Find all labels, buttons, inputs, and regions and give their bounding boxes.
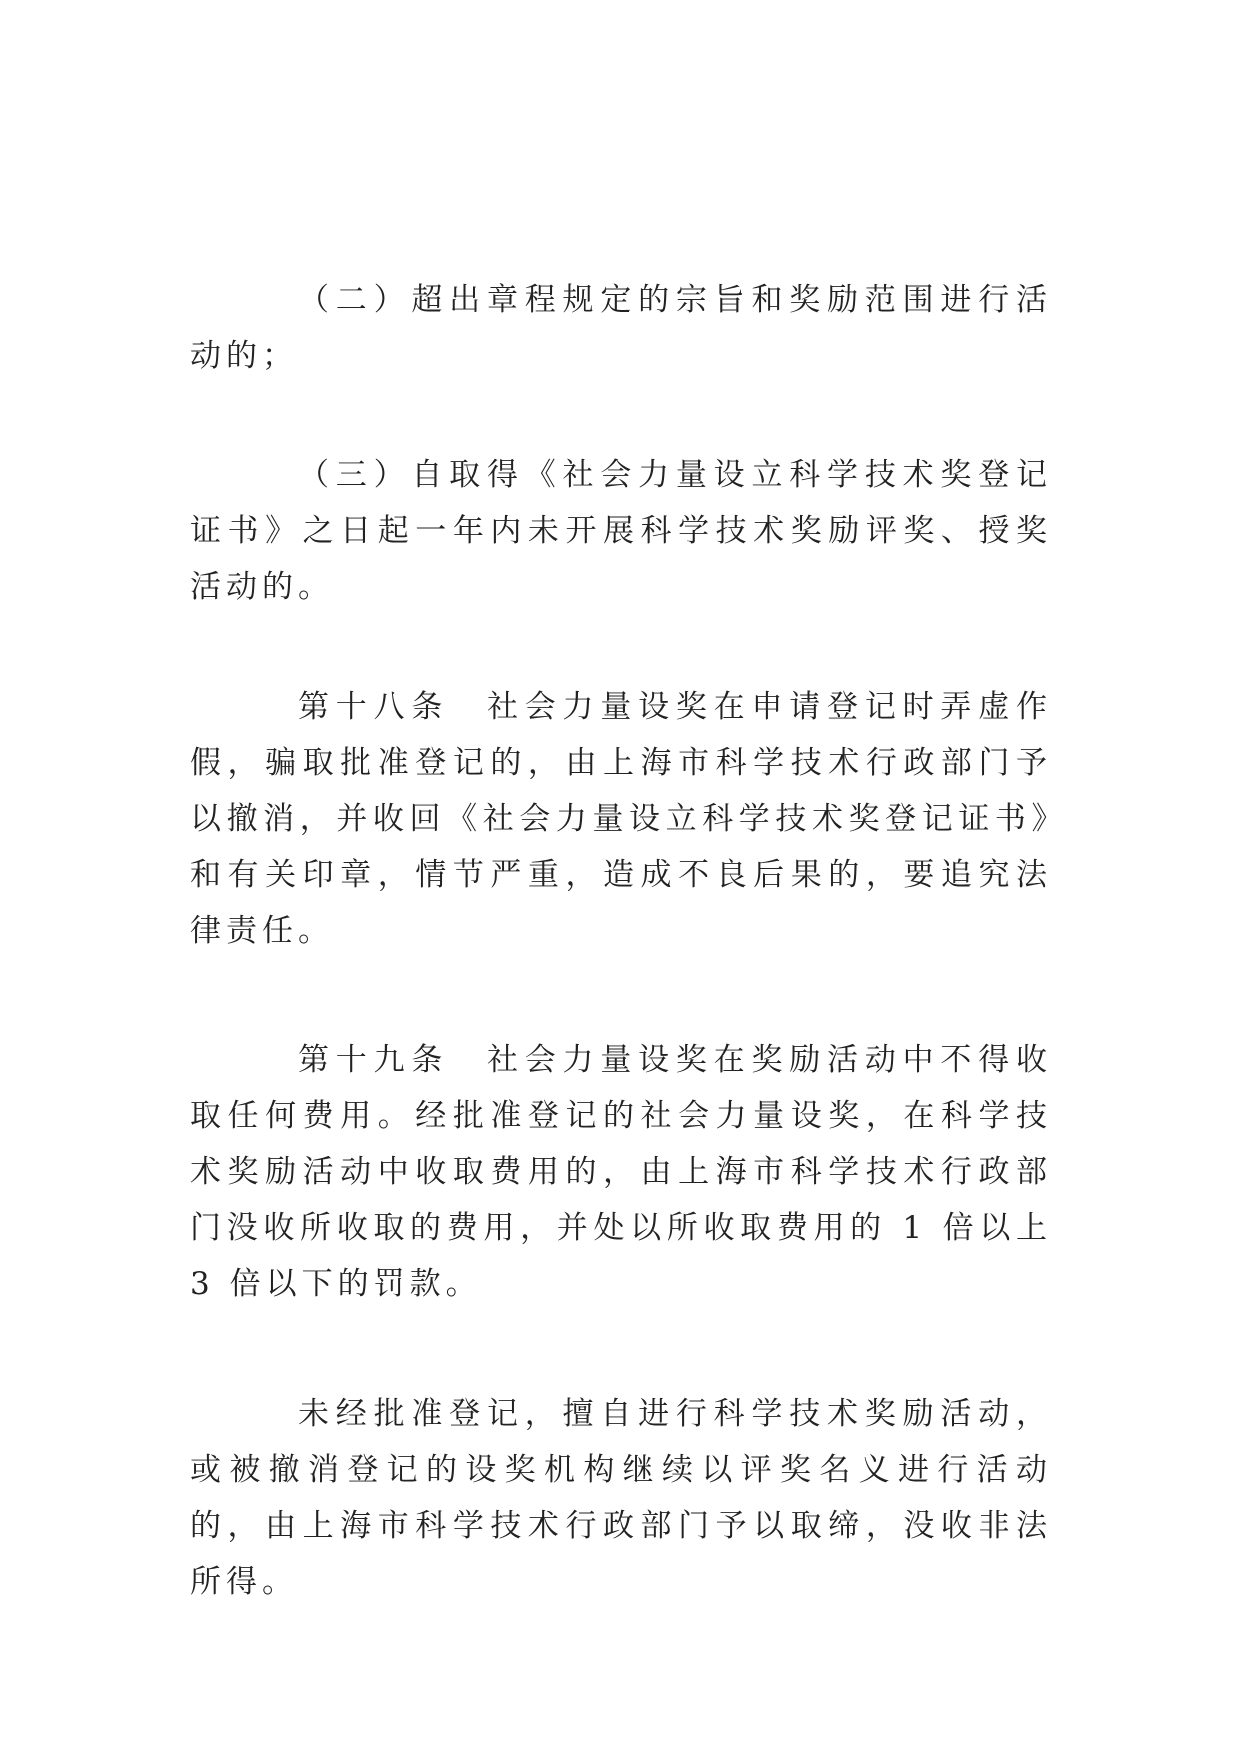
- paragraph-article-18: 第十八条 社会力量设奖在申请登记时弄虚作假，骗取批准登记的，由上海市科学技术行政部门予以撤消，并收回《社会力量设立科学技术奖登记证书》和有关印章，情节严重，造成不良后果的，要追究法律责任。: [190, 689, 1052, 949]
- paragraph-unregistered-activity: 未经批准登记，擅自进行科学技术奖励活动，或被撤消登记的设奖机构继续以评奖名义进行活动的，由上海市科学技术行政部门予以取缔，没收非法所得。: [190, 1396, 1052, 1600]
- paragraph-item-2: （二）超出章程规定的宗旨和奖励范围进行活动的；: [190, 282, 1052, 374]
- paragraph-article-19: 第十九条 社会力量设奖在奖励活动中不得收取任何费用。经批准登记的社会力量设奖，在科学技术奖励活动中收取费用的，由上海市科学技术行政部门没收所收取的费用，并处以所收取费用的 1 倍以上 3 倍以下的罚款。: [190, 1042, 1052, 1302]
- paragraph-item-3: （三）自取得《社会力量设立科学技术奖登记证书》之日起一年内未开展科学技术奖励评奖、授奖活动的。: [190, 457, 1052, 605]
